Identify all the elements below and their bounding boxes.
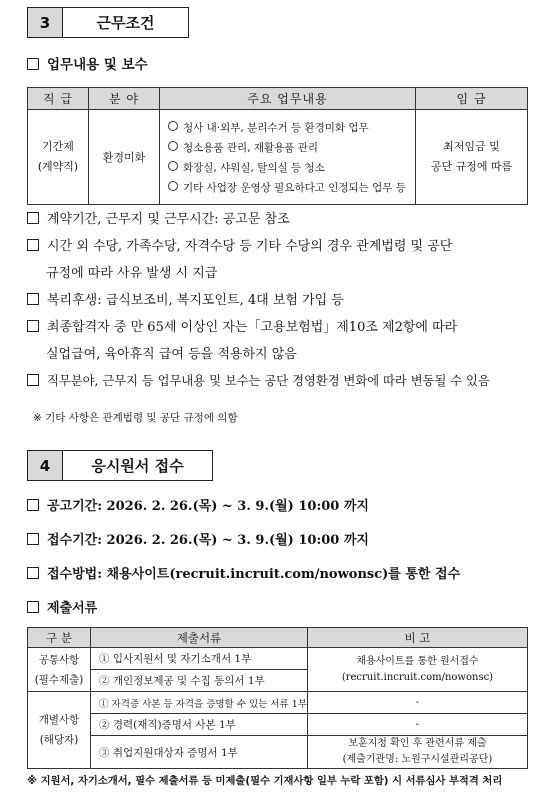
remark-cell: 채용사이트를 통한 원서접수 (recruit.incruit.com/nowonsc) [307,648,527,692]
document-cell: ② 경력(재직)증명서 사본 1부 [91,714,308,736]
section-number: 4 [28,451,63,480]
application-item: 접수기간: 2026. 2. 26.(목) ~ 3. 9.(월) 10:00 까지 [27,524,460,558]
checkbox-square-icon [27,212,39,224]
remark-cell: - [307,714,527,736]
paragraph-item: 복리후생: 급식보조비, 복지포인트, 4대 보험 가입 등 [27,287,542,314]
checkbox-square-icon [27,320,39,332]
application-item: 공고기간: 2026. 2. 26.(목) ~ 3. 9.(월) 10:00 까지 [27,490,460,524]
application-item: 제출서류 [27,592,460,626]
bullet-circle-icon [168,141,178,151]
document-cell: ① 자격증 사본 등 자격을 증명할 수 있는 서류 1부 [91,692,308,714]
checkbox-square-icon [27,499,39,511]
remark-cell: 보훈지청 확인 후 관련서류 제출 (제출기관명: 노원구시설관리공단) [307,736,527,769]
header-cell: 임 금 [416,88,528,110]
section-4-header [27,450,213,481]
section-3-header [27,7,189,38]
duty-pay-table [27,87,528,205]
section-title: 응시원서 접수 [91,457,184,475]
duty-item: 기타 사업장 운영상 필요하다고 인정되는 업무 등 [168,178,415,198]
document-cell: ① 입사지원서 및 자기소개서 1부 [91,648,308,670]
wage-cell: 최저임금 및 공단 규정에 따름 [416,110,528,205]
header-cell: 제출서류 [91,628,308,648]
remark-cell: - [307,692,527,714]
checkbox-square-icon [27,239,39,251]
header-cell: 주요 업무내용 [160,88,416,110]
table-row [28,692,528,714]
bullet-circle-icon [168,161,178,171]
application-items [27,490,460,626]
duty-item: 청사 내·외부, 분리수거 등 환경미화 업무 [168,118,415,138]
header-cell: 분 야 [89,88,160,110]
bullet-circle-icon [168,181,178,191]
documents-table [27,627,528,769]
field-cell: 환경미화 [89,110,160,205]
paragraph-item: 계약기간, 근무지 및 근무시간: 공고문 참조 [27,206,542,233]
duty-item: 화장실, 샤워실, 탈의실 등 청소 [168,158,415,178]
checkbox-square-icon [27,58,39,70]
table-row [28,714,528,736]
bullet-circle-icon [168,121,178,131]
category-cell: 개별사항 (해당자) [28,692,91,769]
subheading-duties-pay: 업무내용 및 보수 [27,53,148,73]
application-item: 접수방법: 채용사이트(recruit.incruit.com/nowonsc)를 통한 접수 [27,558,460,592]
section-title: 근무조건 [96,14,155,32]
table-header-row [28,628,528,648]
footer-note: ※ 지원서, 자기소개서, 필수 제출서류 등 미제출(필수 기재사항 일부 누락 포함) 시 서류심사 부적격 처리 [27,775,503,787]
header-cell: 구 분 [28,628,91,648]
checkbox-square-icon [27,293,39,305]
table-row [28,736,528,769]
table-header-row [28,88,528,110]
document-cell: ② 개인정보제공 및 수집 동의서 1부 [91,670,308,692]
document-cell: ③ 취업지원대상자 증명서 1부 [91,736,308,769]
grade-cell: 기간제 (계약직) [28,110,89,205]
duties-cell [160,110,416,205]
note-misc: ※ 기타 사항은 관계법령 및 공단 규정에 의함 [33,412,238,424]
checkbox-square-icon [27,533,39,545]
paragraph-item: 직무분야, 근무지 등 업무내용 및 보수는 공단 경영환경 변화에 따라 변동될 수 있음 [27,368,542,395]
category-cell: 공통사항 (필수제출) [28,648,91,692]
duty-item: 청소용품 관리, 재활용품 관리 [168,138,415,158]
paragraph-continuation: 규정에 따라 사유 발생 시 지급 [46,266,218,281]
table-row [28,110,528,205]
paragraph-item: 시간 외 수당, 가족수당, 자격수당 등 기타 수당의 경우 관계법령 및 공단 [27,233,542,260]
checkbox-square-icon [27,374,39,386]
paragraph-item: 최종합격자 중 만 65세 이상인 자는「고용보험법」제10조 제2항에 따라 [27,314,542,341]
conditions-paragraphs [27,206,542,395]
header-cell: 비 고 [307,628,527,648]
checkbox-square-icon [27,567,39,579]
checkbox-square-icon [27,601,39,613]
section-number: 3 [28,8,63,37]
paragraph-continuation: 실업급여, 육아휴직 급여 등을 적용하지 않음 [46,347,297,362]
table-row [28,648,528,670]
header-cell: 직 급 [28,88,89,110]
